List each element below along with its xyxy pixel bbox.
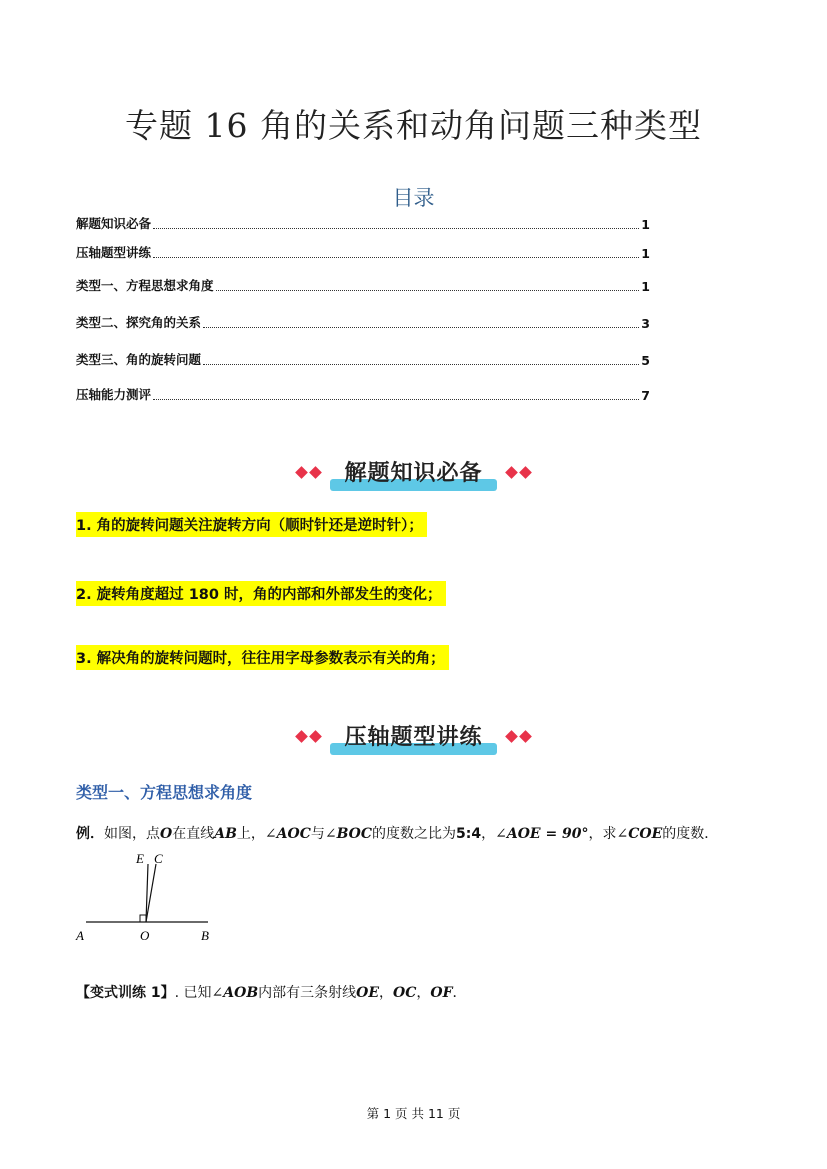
angle-aoc: AOC	[276, 826, 311, 842]
angle-symbol: ∠	[211, 985, 224, 1001]
toc-leader-dots	[153, 398, 639, 400]
text-run: 与	[310, 826, 325, 842]
toc-entry-page: 1	[641, 246, 650, 261]
toc-entry[interactable]	[76, 243, 650, 261]
document-title: 专题 16 角的关系和动角问题三种类型	[125, 106, 702, 145]
ratio-value: 5:4	[456, 826, 482, 842]
toc-leader-dots	[203, 363, 639, 365]
example-prefix: 例．	[76, 826, 104, 842]
toc-entry[interactable]	[76, 385, 650, 403]
variant-paragraph	[76, 982, 467, 1002]
toc-entry[interactable]	[76, 313, 650, 331]
label-a: A	[76, 928, 84, 943]
note-item: 1. 角的旋转问题关注旋转方向（顺时针还是逆时针）；	[76, 512, 427, 537]
ray-oc-label: OC	[393, 985, 417, 1001]
angle-symbol: ∠	[616, 826, 629, 842]
label-c: C	[154, 851, 163, 866]
banner-knowledge	[0, 452, 827, 493]
text-run: 内部有三条射线	[258, 985, 357, 1001]
text-run: ．	[452, 985, 467, 1001]
text-run: ，	[481, 826, 496, 842]
toc-leader-dots	[153, 256, 639, 258]
line-ab: AB	[214, 826, 237, 842]
text-run: 在直线	[172, 826, 215, 842]
text-run: 如图，点	[104, 826, 160, 842]
angle-boc: BOC	[336, 826, 373, 842]
example-paragraph	[76, 823, 718, 843]
angle-coe: COE	[628, 826, 663, 842]
toc-entry-label: 类型二、探究角的关系	[76, 315, 202, 330]
section-heading: 类型一、方程思想求角度	[76, 783, 253, 802]
text-run: ，求	[588, 826, 617, 842]
toc-entry-page: 1	[641, 217, 650, 232]
toc-entry[interactable]	[76, 276, 650, 294]
label-b: B	[201, 928, 209, 943]
banner-practice	[0, 716, 827, 757]
text-run: ，	[416, 985, 431, 1001]
right-angle-mark	[140, 915, 146, 922]
label-e: E	[136, 851, 144, 866]
text-run: 的度数．	[662, 826, 719, 842]
diamond-icon	[295, 732, 322, 741]
banner-title: 解题知识必备	[344, 461, 483, 486]
toc-entry-page: 3	[641, 316, 650, 331]
ray-of-label: OF	[430, 985, 453, 1001]
toc-entry-label: 压轴题型讲练	[76, 245, 152, 260]
text-run: 的度数之比为	[372, 826, 457, 842]
toc-entry-page: 5	[641, 353, 650, 368]
toc-entry-page: 1	[641, 279, 650, 294]
angle-symbol: ∠	[495, 826, 507, 842]
toc-entry-label: 解题知识必备	[76, 216, 152, 231]
toc-heading: 目录	[392, 186, 435, 210]
ray-oe-label: OE	[356, 985, 380, 1001]
text-run: ，	[379, 985, 394, 1001]
angle-symbol: ∠	[324, 826, 337, 842]
toc-leader-dots	[153, 227, 639, 229]
label-o: O	[140, 928, 150, 943]
angle-symbol: ∠	[264, 826, 277, 842]
note-item: 3. 解决角的旋转问题时，往往用字母参数表示有关的角；	[76, 645, 449, 670]
banner-title: 压轴题型讲练	[344, 725, 483, 750]
toc-leader-dots	[216, 289, 640, 291]
point-o: O	[160, 826, 173, 842]
toc-entry[interactable]	[76, 350, 650, 368]
toc-entry-label: 类型一、方程思想求角度	[76, 278, 214, 293]
toc-entry-page: 7	[641, 388, 650, 403]
text-run: 上，	[236, 826, 265, 842]
note-item: 2. 旋转角度超过 180 时，角的内部和外部发生的变化；	[76, 581, 446, 606]
toc-entry-label: 压轴能力测评	[76, 387, 152, 402]
geometry-figure	[70, 848, 230, 948]
toc-entry-label: 类型三、角的旋转问题	[76, 352, 202, 367]
diamond-icon	[505, 732, 532, 741]
toc-leader-dots	[203, 326, 639, 328]
diamond-icon	[505, 468, 532, 477]
angle-aoe-equation: AOE = 90°	[506, 826, 589, 842]
diamond-icon	[295, 468, 322, 477]
variant-tag: 【变式训练 1】	[76, 985, 175, 1001]
toc-entry[interactable]	[76, 214, 650, 232]
page-footer: 第 1 页 共 11 页	[366, 1106, 461, 1121]
angle-aob: AOB	[223, 985, 259, 1001]
text-run: . 已知	[174, 985, 212, 1001]
